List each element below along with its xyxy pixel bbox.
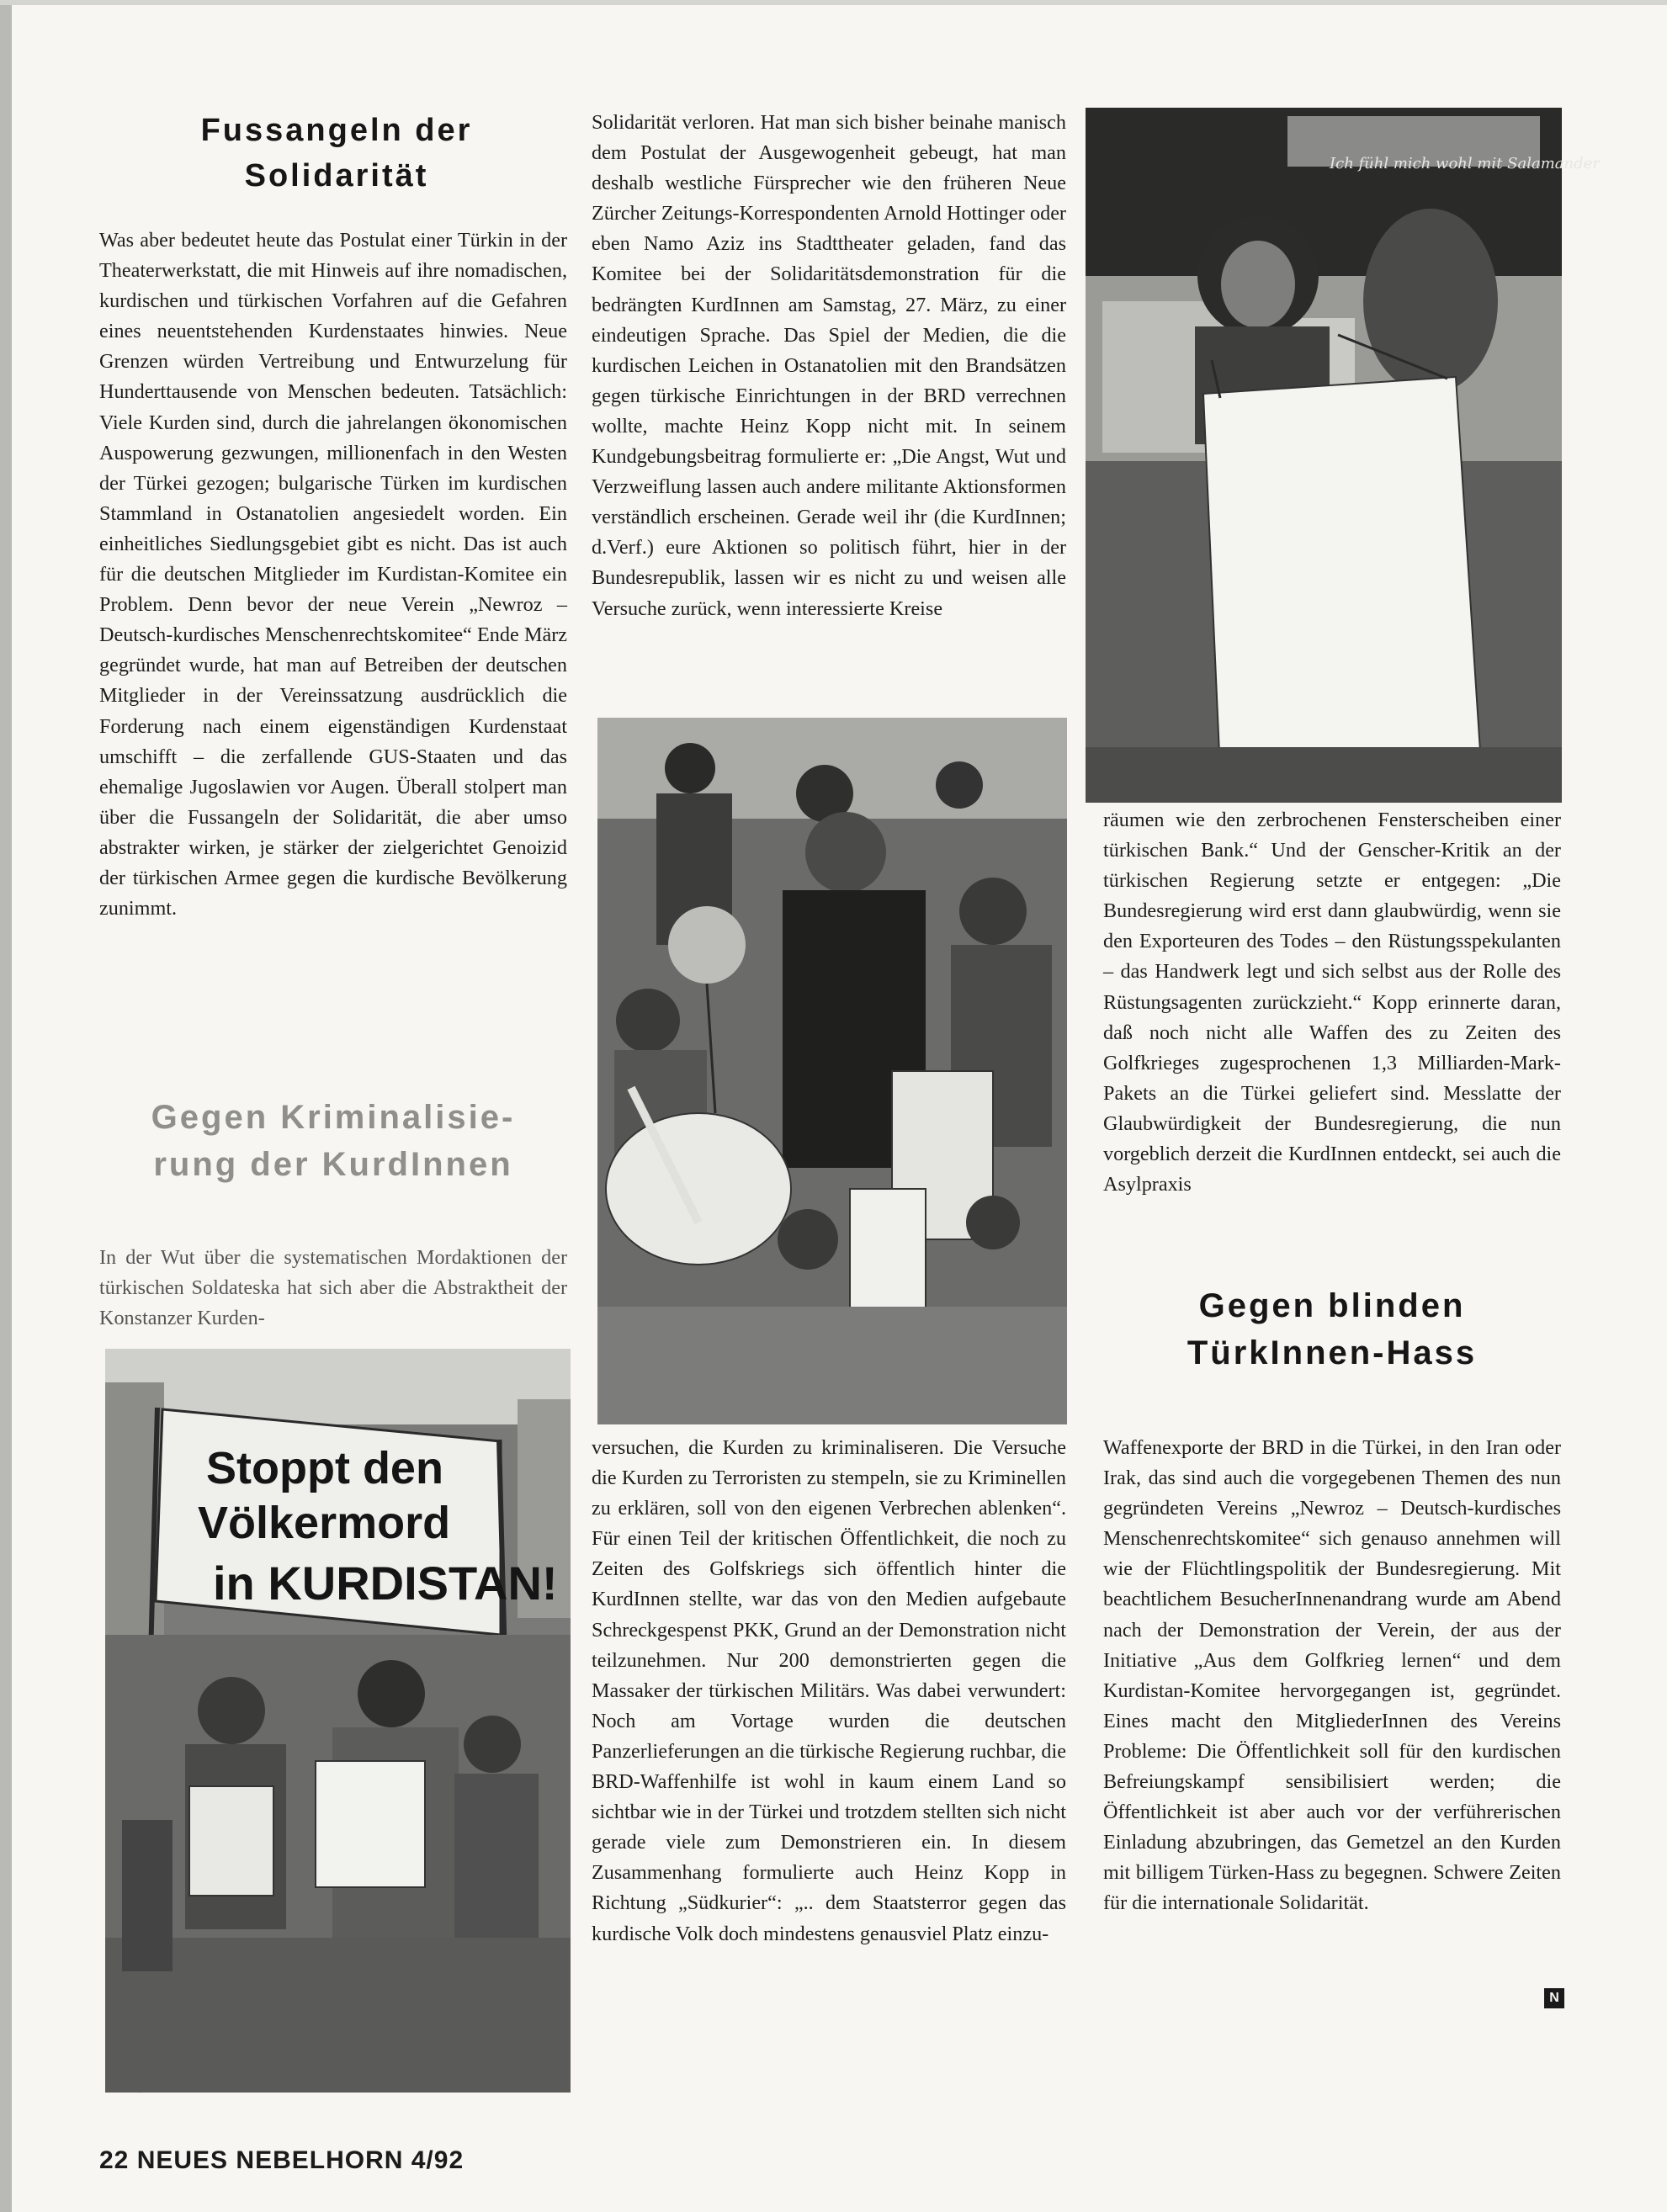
- banner-text-line3: in KURDISTAN!: [213, 1557, 558, 1610]
- scan-top-shadow: [0, 0, 1667, 5]
- storefront-script-text: Ich fühl mich wohl mit Salamander: [1330, 155, 1600, 172]
- scan-edge-shadow: [0, 0, 12, 2212]
- heading-fussangeln-line2: Solidarität: [244, 158, 429, 194]
- photo-child-with-sign: [1086, 108, 1600, 803]
- photo-crowd-graphic: [597, 718, 1067, 1424]
- photo-banner-demonstration: [105, 1349, 571, 2093]
- column2-top-text: Solidarität verloren. Hat man sich bisher beinahe manisch dem Postulat der Ausgewogenheit gebeugt, hat man deshalb westliche Fürsprecher wie den früheren Neue Zürcher Zeitungs-Korrespondenten Arnold Hottinger oder eben Namo Aziz ins Stadttheater geladen, fand das Komitee bei der Solidaritätsdemonstration für die bedrängten KurdInnen am Samstag, 27. März, zu einer eindeutigen Sprache. Das Spiel der Medien, die die kurdischen Leichen in Ostanatolien mit den Brandsätzen gegen türkische Einrichtungen in der BRD verrechnen wollte, machte Heinz Kopp nicht mit. In seinem Kundgebungsbeitrag formulierte er: „Die Angst, Wut und Verzweiflung lassen auch andere militante Aktionsformen verständlich erscheinen. Gerade weil ihr (die KurdInnen; d.Verf.) eure Aktionen so politisch führt, hier in der Bundesrepublik, lassen wir es nicht zu und weisen alle Versuche zurück, wenn interessierte Kreise: [592, 111, 1066, 620]
- column3-middle-text: räumen wie den zerbrochenen Fensterscheiben einer türkischen Bank.“ Und der Genscher-Kritik an der türkischen Regierung setzte er entgegen: „Die Bundesregierung wird erst dann glaubwürdig, wenn sie den Exporteuren des Todes – den Rüstungsspekulanten – das Handwerk legt und sich selbst aus der Rolle des Rüstungsagenten zurückzieht.“ Kopp erinnerte daran, daß noch nicht alle Waffen des zu Zeiten des Golfkrieges zugesprochenen 1,3 Milliarden-Mark-Pakets an die Türkei geliefert sind. Messlatte der Glaubwürdigkeit der Bundesregierung, die nun vorgeblich derzeit die KurdInnen entdeckt, sei auch die Asylpraxis: [1103, 809, 1561, 1196]
- banner-text-line2: Völkermord: [198, 1498, 451, 1548]
- photo-child-graphic: [1086, 108, 1600, 803]
- page-footer: 22 NEUES NEBELHORN 4/92: [99, 2146, 465, 2174]
- article-end-mark: N: [1544, 1988, 1564, 2008]
- heading-kriminalisierung-line2: rung der KurdInnen: [153, 1146, 513, 1183]
- heading-fussangeln: [118, 108, 555, 199]
- column1-paragraph1: Was aber bedeutet heute das Postulat einer Türkin in der Theaterwerkstatt, die mit Hinweis auf ihre nomadischen, kurdischen und türkischen Vorfahren auf die Gefahren eines neuentstehenden Kurdenstaates hinwies. Neue Grenzen würden Vertreibung und Entwurzelung für Hunderttausende von Menschen bedeuten. Tatsächlich: Viele Kurden sind, durch die jahrelangen ökonomischen Auspowerung gezwungen, millionenfach in den Westen der Türkei gezogen; bulgarische Türken im kurdischen Stammland in Ostanatolien angesiedelt worden. Ein einheitliches Siedlungsgebiet gibt es nicht. Das ist auch für die deutschen Mitglieder im Kurdistan-Komitee ein Problem. Denn bevor der neue Verein „Newroz – Deutsch-kurdisches Menschenrechtskomitee“ Ende März gegründet wurde, hat man auf Betreiben der deutschen Mitglieder in der Vereinssatzung ausdrücklich die Forderung nach einem eigenständigen Kurdenstaat umschifft – die zerfallende GUS-Staaten und das ehemalige Jugoslawien vor Augen. Überall stolpert man über die Fussangeln der Solidarität, die aber umso abstrakter wirken, je stärker der zielgerichtet Genoizid der türkischen Armee gegen die kurdische Bevölkerung zunimmt.: [99, 229, 567, 920]
- heading-tuerkinnen-hass: [1103, 1282, 1561, 1377]
- heading-tuerkinnen-hass-line1: Gegen blinden: [1198, 1287, 1466, 1324]
- child-sign-board: [1203, 377, 1481, 772]
- banner-text-line1: Stoppt den: [206, 1443, 443, 1493]
- column1-paragraph2: In der Wut über die systematischen Mordaktionen der türkischen Soldateska hat sich aber die Abstraktheit der Konstanzer Kurden-: [99, 1246, 567, 1330]
- column3-bottom-text: Waffenexporte der BRD in die Türkei, in den Iran oder Irak, das sind auch die vorgegebenen Themen des nun gegründeten Vereins „Newroz – Deutsch-kurdisches Menschenrechtskomitee“ sich genauso annehmen will wie der Flüchtlingspolitik der Bundesregierung. Mit beachtlichem BesucherInnenandrang wurde am Abend nach der Demonstration der Verein, der aus der Initiative „Aus dem Golfkrieg lernen“ und dem Kurdistan-Komitee hervorgegangen ist, gegründet. Eines macht den MitgliederInnen des Vereins Probleme: Die Öffentlichkeit soll für den kurdischen Befreiungskampf sensibilisiert werden; die Öffentlichkeit ist aber auch vor der verführerischen Einladung abzubringen, das Gemetzel an den Kurden mit billigem Türken-Hass zu begegnen. Schwere Zeiten für die internationale Solidarität.: [1103, 1436, 1561, 1915]
- column2-bottom-text: versuchen, die Kurden zu kriminaliseren. Die Versuche die Kurden zu Terroristen zu stempeln, sie zu Kriminellen zu erklären, soll von den eigenen Verbrechen ablenken“. Für einen Teil der kritischen Öffentlichkeit, die noch zu Zeiten des Golfskriegs sich öffentlich hinter die KurdInnen stellte, war das von den Medien aufgebaute Schreckgespenst PKK, Grund an der Demonstration nicht teilzunehmen. Nur 200 demonstrierten gegen die Massaker der türkischen Militärs. Was dabei verwundert: Noch am Vortage wurden die deutschen Panzerlieferungen an die türkische Regierung ruchbar, die BRD-Waffenhilfe ist wohl in kaum einem Land so sichtbar wie in der Türkei und trotzdem stellten sich nicht gerade viele zum Demonstrieren ein. In diesem Zusammenhang formulierte auch Heinz Kopp in Richtung „Südkurier“: „.. dem Staatsterror gegen das kurdische Volk doch mindestens genausviel Platz einzu-: [592, 1436, 1066, 1945]
- heading-kriminalisierung: [99, 1094, 567, 1188]
- photo-banner-graphic: [105, 1349, 571, 2093]
- heading-tuerkinnen-hass-line2: TürkInnen-Hass: [1187, 1334, 1478, 1371]
- heading-kriminalisierung-line1: Gegen Kriminalisie-: [151, 1099, 516, 1136]
- heading-fussangeln-line1: Fussangeln der: [200, 113, 473, 148]
- photo-demonstration-crowd: [597, 718, 1067, 1424]
